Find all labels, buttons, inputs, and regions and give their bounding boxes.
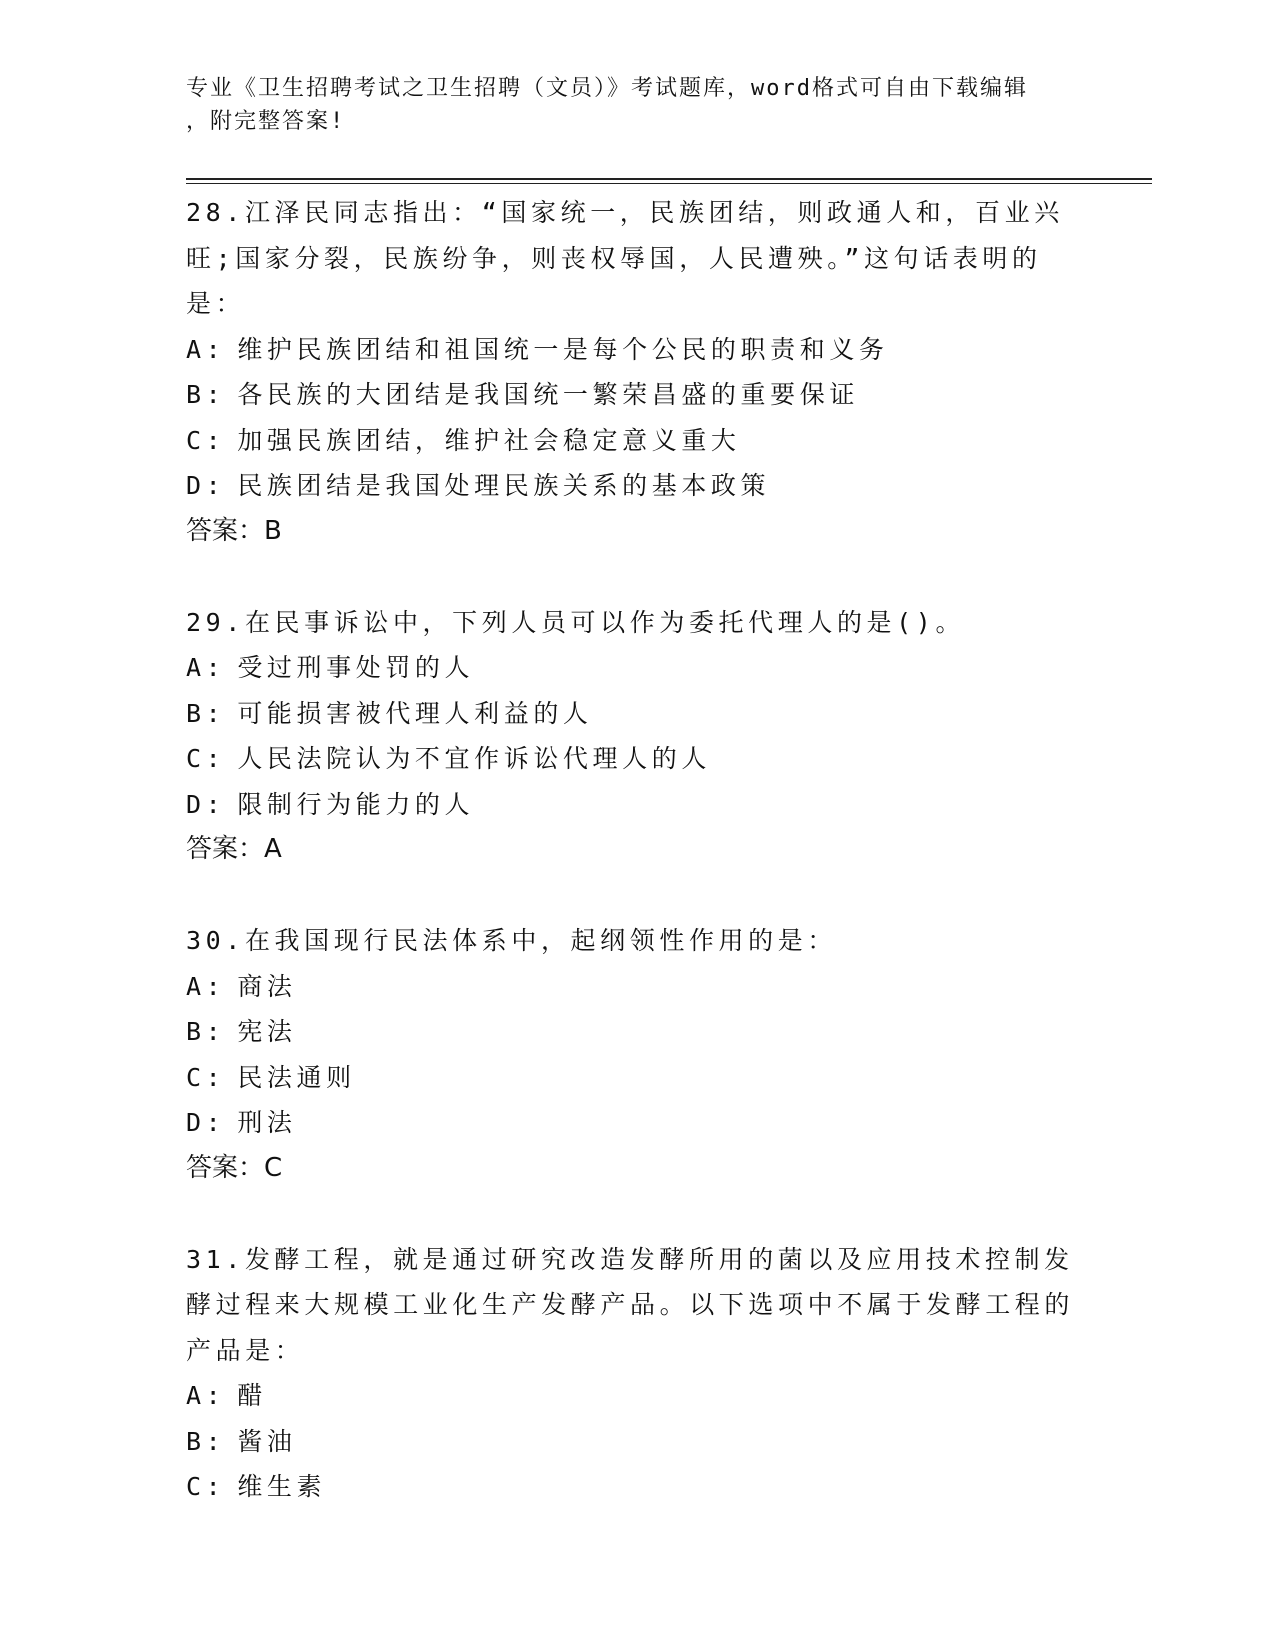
option-c bbox=[186, 1055, 1086, 1101]
option-c bbox=[186, 736, 1086, 782]
option-letter: D: bbox=[186, 1108, 226, 1137]
option-c bbox=[186, 418, 1086, 464]
option-b bbox=[186, 1009, 1086, 1055]
document-header bbox=[186, 72, 1066, 138]
option-text: 酱油 bbox=[237, 1426, 297, 1456]
option-a bbox=[186, 327, 1086, 373]
option-text: 维生素 bbox=[237, 1472, 327, 1501]
option-text: 可能损害被代理人利益的人 bbox=[237, 698, 593, 728]
option-letter: B: bbox=[186, 698, 226, 728]
question-gap bbox=[186, 1191, 1086, 1237]
option-c bbox=[186, 1464, 1086, 1510]
option-text: 加强民族团结，维护社会稳定意义重大 bbox=[237, 425, 741, 455]
option-b bbox=[186, 1419, 1086, 1465]
option-d bbox=[186, 782, 1086, 828]
option-letter: B: bbox=[186, 1017, 226, 1046]
question-stem: 30.在我国现行民法体系中，起纲领性作用的是： bbox=[186, 926, 837, 955]
question-list bbox=[186, 190, 1086, 1510]
option-text: 限制行为能力的人 bbox=[237, 789, 475, 819]
option-letter: C: bbox=[186, 1472, 226, 1501]
question-gap bbox=[186, 873, 1086, 919]
option-text: 维护民族团结和祖国统一是每个公民的职责和义务 bbox=[237, 334, 889, 364]
question-stem: 28.江泽民同志指出：“国家统一，民族团结，则政通人和，百业兴旺;国家分裂，民族纷争，则丧权辱国，人民遭殃。”这句话表明的是： bbox=[186, 198, 1064, 318]
option-text: 人民法院认为不宜作诉讼代理人的人 bbox=[237, 744, 711, 773]
option-letter: A: bbox=[186, 653, 226, 682]
answer-line: 答案：B bbox=[186, 515, 282, 546]
question-31 bbox=[186, 1237, 1086, 1510]
option-letter: B: bbox=[186, 380, 226, 409]
option-d bbox=[186, 1100, 1086, 1146]
header-line-2: ，附完整答案! bbox=[186, 109, 346, 134]
option-letter: A: bbox=[186, 971, 226, 1001]
option-text: 宪法 bbox=[237, 1017, 297, 1046]
option-text: 各民族的大团结是我国统一繁荣昌盛的重要保证 bbox=[237, 380, 859, 409]
answer-line: 答案：C bbox=[186, 1152, 283, 1183]
option-text: 刑法 bbox=[237, 1108, 297, 1137]
option-text: 民法通则 bbox=[237, 1062, 356, 1092]
option-letter: C: bbox=[186, 744, 226, 773]
option-letter: D: bbox=[186, 471, 226, 500]
option-text: 醋 bbox=[237, 1381, 267, 1410]
question-30 bbox=[186, 918, 1086, 1191]
question-stem: 31.发酵工程，就是通过研究改造发酵所用的菌以及应用技术控制发酵过程来大规模工业化生产发酵产品。以下选项中不属于发酵工程的产品是： bbox=[186, 1244, 1075, 1365]
option-letter: C: bbox=[186, 425, 226, 455]
option-text: 受过刑事处罚的人 bbox=[237, 653, 475, 682]
option-b bbox=[186, 691, 1086, 737]
option-b bbox=[186, 372, 1086, 418]
option-letter: C: bbox=[186, 1062, 226, 1092]
option-letter: A: bbox=[186, 334, 226, 364]
question-29 bbox=[186, 600, 1086, 873]
header-divider-thick bbox=[186, 178, 1152, 180]
option-text: 商法 bbox=[237, 971, 297, 1001]
option-a bbox=[186, 645, 1086, 691]
option-a bbox=[186, 964, 1086, 1010]
option-d bbox=[186, 463, 1086, 509]
question-stem: 29.在民事诉讼中，下列人员可以作为委托代理人的是()。 bbox=[186, 607, 966, 637]
option-letter: B: bbox=[186, 1426, 226, 1456]
header-line-1: 专业《卫生招聘考试之卫生招聘（文员）》考试题库，word格式可自由下载编辑 bbox=[186, 76, 1028, 101]
header-divider-thin bbox=[186, 183, 1152, 184]
question-gap bbox=[186, 554, 1086, 600]
option-letter: A: bbox=[186, 1381, 226, 1410]
option-letter: D: bbox=[186, 789, 226, 819]
question-28 bbox=[186, 190, 1086, 554]
answer-line: 答案：A bbox=[186, 834, 282, 864]
option-a bbox=[186, 1373, 1086, 1419]
option-text: 民族团结是我国处理民族关系的基本政策 bbox=[237, 471, 771, 500]
